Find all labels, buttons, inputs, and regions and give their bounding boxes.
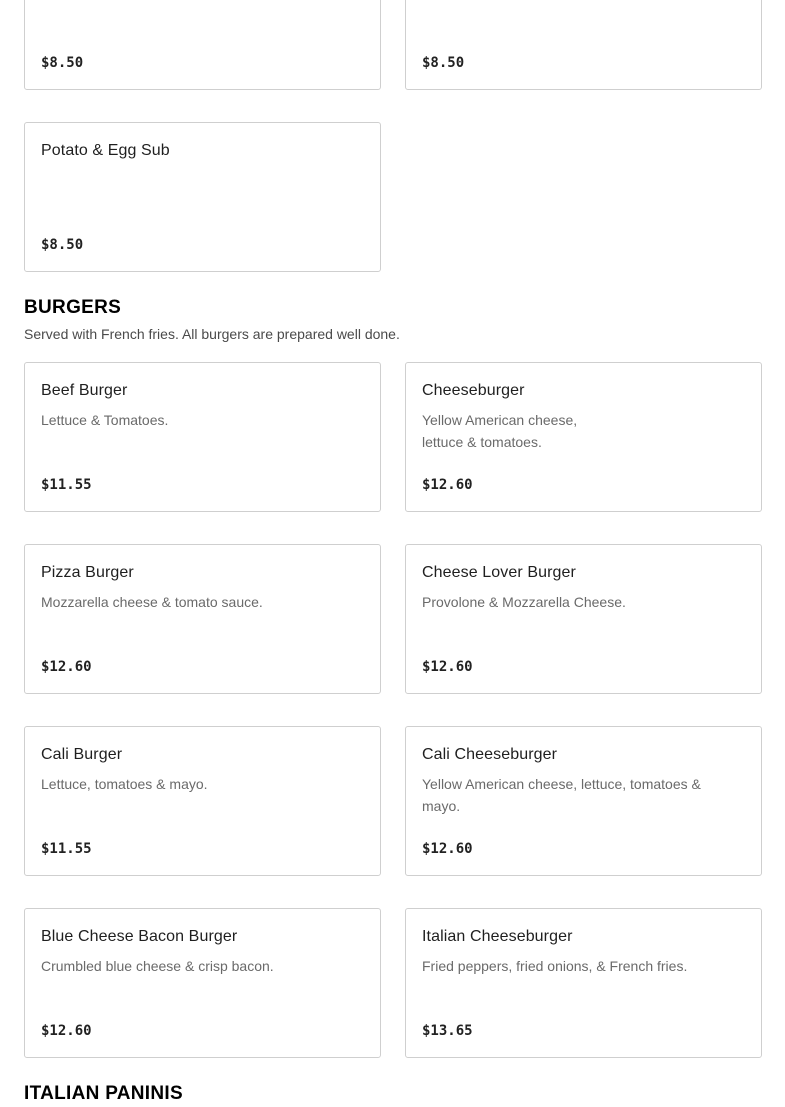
menu-item-description: Provolone & Mozzarella Cheese. xyxy=(422,594,626,610)
menu-item-card[interactable] xyxy=(405,362,762,512)
menu-item-card[interactable] xyxy=(405,544,762,694)
menu-item-name: Pizza Burger xyxy=(41,564,134,581)
menu-item-card[interactable] xyxy=(405,0,762,90)
section-title-italian-paninis: ITALIAN PANINIS xyxy=(24,1083,183,1104)
menu-item-card[interactable] xyxy=(24,122,381,272)
menu-item-description: Yellow American cheese, lettuce & tomatoes. xyxy=(422,412,578,450)
menu-item-price: $8.50 xyxy=(422,55,465,71)
menu-item-name: Cheeseburger xyxy=(422,382,525,399)
menu-item-price: $12.60 xyxy=(422,659,473,675)
menu-item-name: Potato & Egg Sub xyxy=(41,142,170,159)
menu-item-name: Blue Cheese Bacon Burger xyxy=(41,928,238,945)
menu-item-description: Lettuce, tomatoes & mayo. xyxy=(41,776,208,792)
menu-item-price: $13.65 xyxy=(422,1023,473,1039)
menu-item-price: $8.50 xyxy=(41,237,84,253)
menu-item-description: Lettuce & Tomatoes. xyxy=(41,412,169,428)
menu-item-name: Italian Cheeseburger xyxy=(422,928,573,945)
menu-item-name: Cali Cheeseburger xyxy=(422,746,558,763)
menu-item-card[interactable] xyxy=(24,0,381,90)
section-title-burgers: BURGERS xyxy=(24,297,122,318)
menu-item-price: $8.50 xyxy=(41,55,84,71)
menu-item-name: Cheese Lover Burger xyxy=(422,564,576,581)
menu-item-card[interactable] xyxy=(24,908,381,1058)
menu-item-description: Crumbled blue cheese & crisp bacon. xyxy=(41,958,274,974)
menu-item-price: $12.60 xyxy=(422,477,473,493)
menu-item-card[interactable] xyxy=(405,726,762,876)
menu-item-card[interactable] xyxy=(24,362,381,512)
menu-item-description: Mozzarella cheese & tomato sauce. xyxy=(41,594,263,610)
menu-item-card[interactable] xyxy=(24,544,381,694)
menu-item-name: Cali Burger xyxy=(41,746,123,763)
menu-item-price: $11.55 xyxy=(41,477,92,493)
menu-item-price: $11.55 xyxy=(41,841,92,857)
menu-item-name: Beef Burger xyxy=(41,382,128,399)
menu-item-price: $12.60 xyxy=(41,659,92,675)
section-subtitle-burgers: Served with French fries. All burgers are prepared well done. xyxy=(24,326,400,342)
menu-item-price: $12.60 xyxy=(422,841,473,857)
menu-item-card[interactable] xyxy=(24,726,381,876)
menu-item-price: $12.60 xyxy=(41,1023,92,1039)
menu-item-description: Fried peppers, fried onions, & French fries. xyxy=(422,958,688,974)
menu-item-description: Yellow American cheese, lettuce, tomatoes & mayo. xyxy=(422,776,701,814)
menu-item-card[interactable] xyxy=(405,908,762,1058)
